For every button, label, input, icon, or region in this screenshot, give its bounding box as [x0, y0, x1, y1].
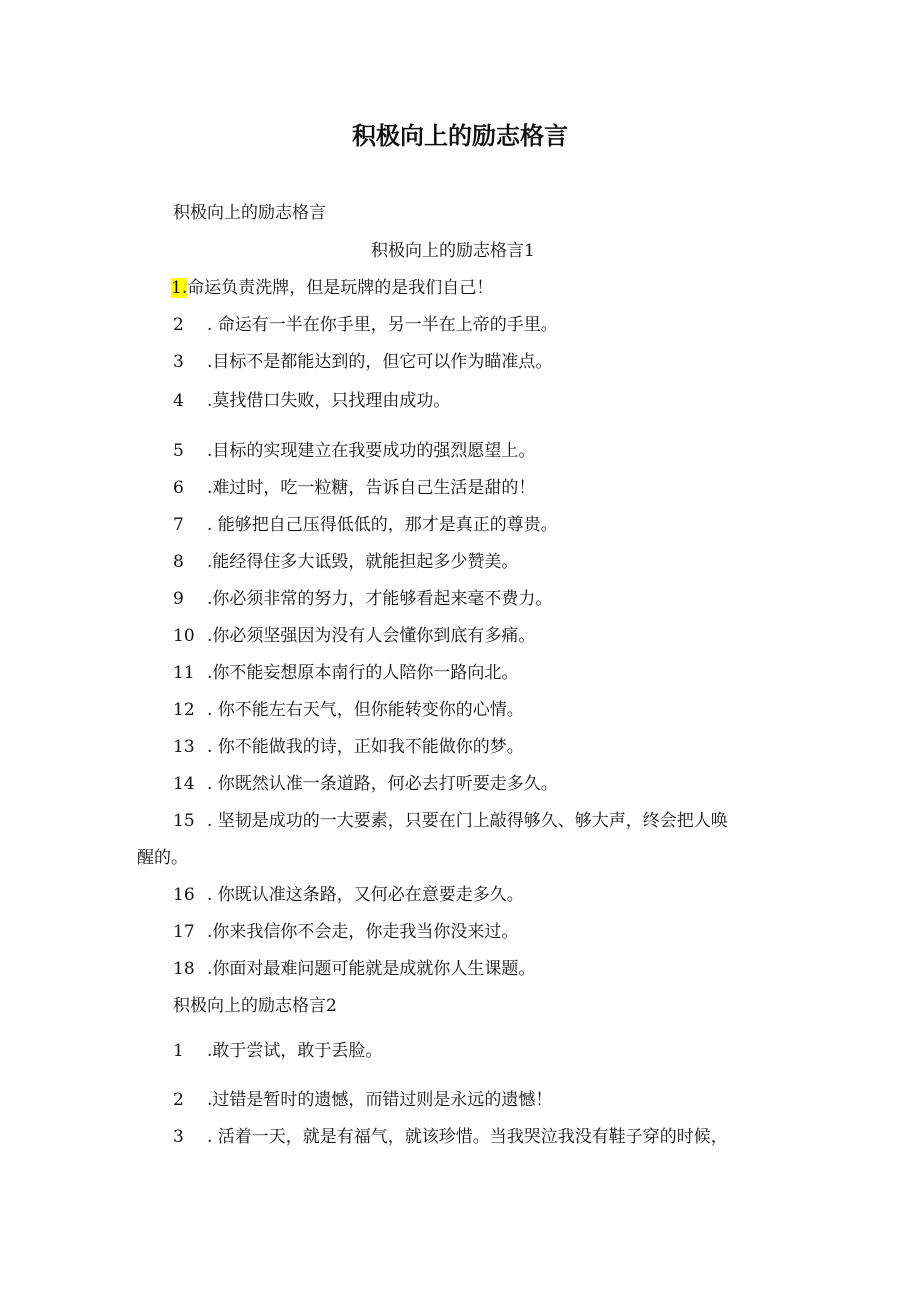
list-item-number: 14: [173, 774, 195, 794]
list-item-number: 1: [173, 1041, 184, 1061]
list-item-number: 1.: [171, 278, 188, 298]
list-item: [173, 810, 728, 832]
list-item: [173, 551, 518, 573]
list-item-number: 11: [173, 663, 195, 683]
list-item: [173, 625, 535, 647]
list-item-number: 16: [173, 885, 195, 905]
list-item-text: .目标的实现建立在我要成功的强烈愿望上。: [207, 441, 536, 461]
list-item: [173, 1040, 382, 1062]
list-item-number: 7: [173, 515, 184, 535]
list-item-text: . 你既认准这条路，又何必在意要走多久。: [207, 885, 524, 905]
list-item-text: . 活着一天，就是有福气，就该珍惜。当我哭泣我没有鞋子穿的时候，: [207, 1127, 728, 1147]
list-item-text: .你面对最难问题可能就是成就你人生课题。: [207, 959, 536, 979]
list-item-number: 12: [173, 700, 195, 720]
list-item: [173, 477, 535, 499]
list-item-text: 醒的。: [137, 848, 188, 868]
list-item: [173, 588, 552, 610]
list-item-text: .莫找借口失败，只找理由成功。: [207, 391, 451, 411]
list-item: [173, 440, 535, 462]
list-item-number: 4: [173, 391, 184, 411]
list-item-number: 15: [173, 811, 195, 831]
list-item: [173, 699, 524, 721]
list-item-text: .难过时，吃一粒糖，告诉自己生活是甜的！: [207, 478, 536, 498]
list-item-number: 13: [173, 737, 195, 757]
list-item-text: .你必须非常的努力，才能够看起来毫不费力。: [207, 589, 553, 609]
section2-heading: 积极向上的励志格言2: [173, 996, 337, 1016]
list-item-text: .你不能妄想原本南行的人陪你一路向北。: [207, 663, 519, 683]
list-item: [173, 351, 552, 373]
list-item: [173, 514, 558, 536]
list-item-continuation: [137, 847, 188, 869]
list-item-number: 2: [173, 315, 184, 335]
list-item: [173, 736, 524, 758]
list-item-number: 2: [173, 1090, 184, 1110]
list-item-text: 命运负责洗牌，但是玩牌的是我们自己！: [187, 278, 494, 298]
list-item: [173, 662, 518, 684]
list-item: [173, 1089, 552, 1111]
section1-heading: 积极向上的励志格言1: [371, 241, 535, 261]
list-item: [173, 390, 450, 412]
list-item: [173, 1126, 728, 1148]
list-item-number: 6: [173, 478, 184, 498]
list-item-text: .能经得住多大诋毁，就能担起多少赞美。: [207, 552, 519, 572]
list-item-text: .过错是暂时的遗憾，而错过则是永远的遗憾！: [207, 1090, 553, 1110]
list-item-number: 10: [173, 626, 195, 646]
list-item-text: .敢于尝试，敢于丢脸。: [207, 1041, 383, 1061]
list-item-text: . 你不能做我的诗，正如我不能做你的梦。: [207, 737, 524, 757]
list-item-text: . 能够把自己压得低低的，那才是真正的尊贵。: [207, 515, 558, 535]
list-item-text: . 你既然认准一条道路，何必去打听要走多久。: [207, 774, 558, 794]
list-item-text: . 你不能左右天气，但你能转变你的心情。: [207, 700, 524, 720]
list-item-number: 8: [173, 552, 184, 572]
list-item-number: 5: [173, 441, 184, 461]
list-item: [171, 277, 493, 299]
list-item-number: 3: [173, 352, 184, 372]
list-item-text: .目标不是都能达到的，但它可以作为瞄准点。: [207, 352, 553, 372]
document-title: 积极向上的励志格言: [352, 122, 568, 150]
list-item-number: 17: [173, 922, 195, 942]
list-item-text: .你来我信你不会走，你走我当你没来过。: [207, 922, 519, 942]
list-item: [173, 314, 558, 336]
list-item: [173, 958, 535, 980]
list-item-text: . 坚韧是成功的一大要素，只要在门上敲得够久、够大声，终会把人唤: [207, 811, 728, 831]
list-item-text: . 命运有一半在你手里，另一半在上帝的手里。: [207, 315, 558, 335]
list-item-text: .你必须坚强因为没有人会懂你到底有多痛。: [207, 626, 536, 646]
list-item-number: 18: [173, 959, 195, 979]
list-item: [173, 773, 558, 795]
list-item-number: 9: [173, 589, 184, 609]
list-item: [173, 884, 524, 906]
intro-line: 积极向上的励志格言: [173, 203, 326, 223]
list-item-number: 3: [173, 1127, 184, 1147]
list-item: [173, 921, 518, 943]
